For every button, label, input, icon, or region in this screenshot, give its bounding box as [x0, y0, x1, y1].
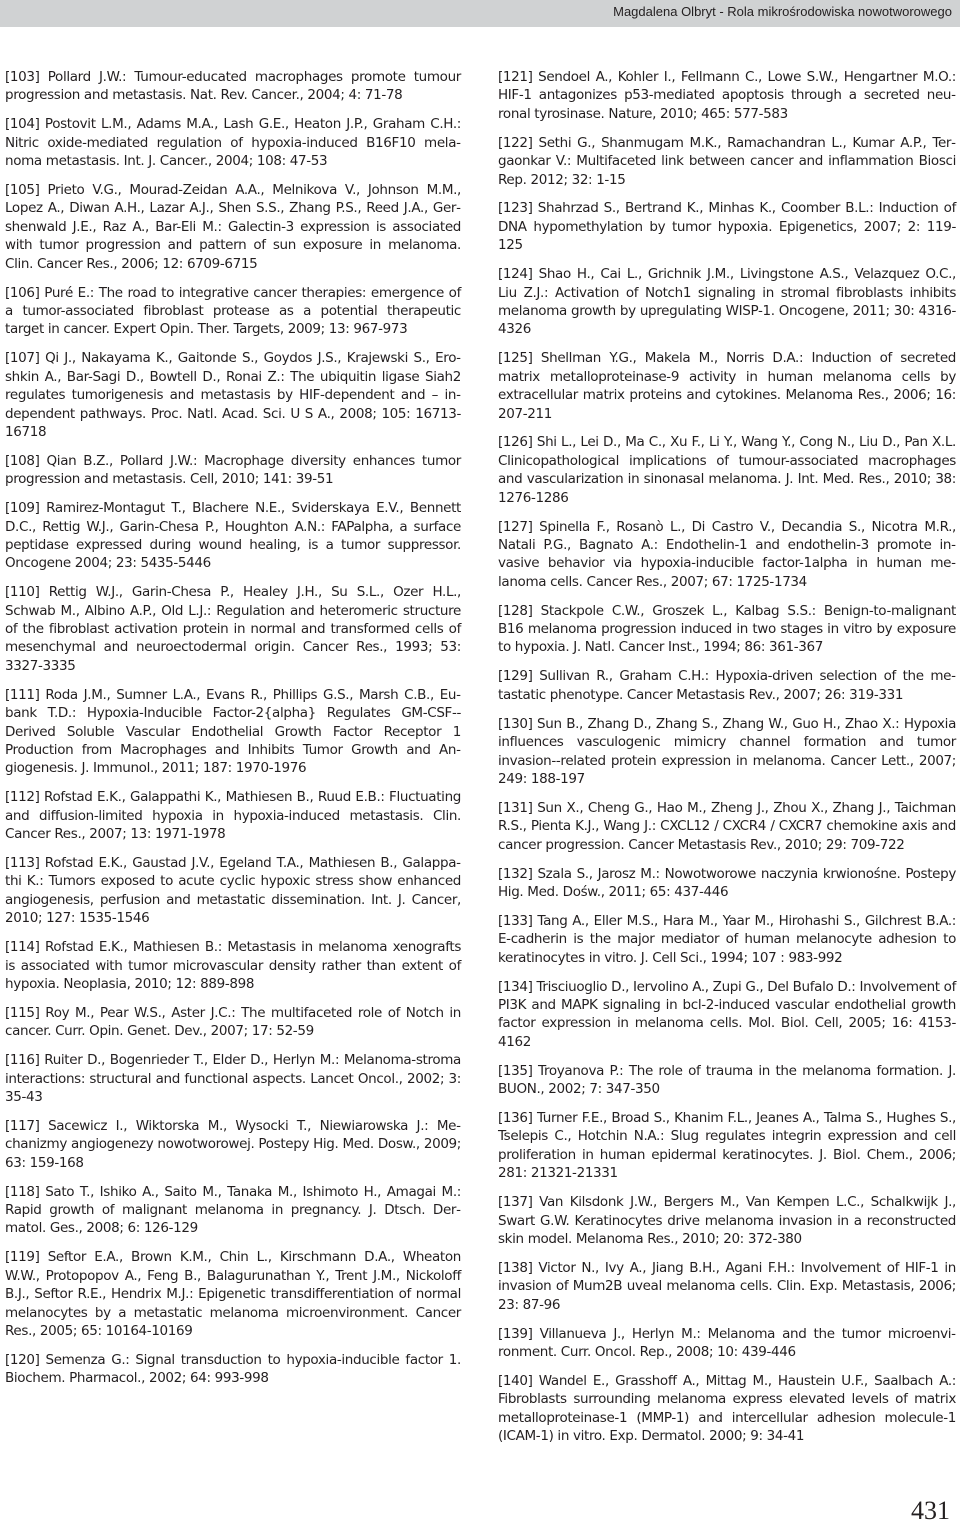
reference-135: [135] Troyanova P.: The role of trauma in the melanoma formation. J. BUON., 2002; 7: 347-350	[498, 1062, 956, 1098]
reference-125: [125] Shellman Y.G., Makela M., Norris D.A.: Induction of secreted matrix metalloproteinase-9 activity in human melanoma cells by extracellular matrix proteins and cytokines. Melanoma Res., 2006; 16: 207-211	[498, 350, 956, 422]
reference-134: [134] Trisciuoglio D., Iervolino A., Zupi G., Del Bufalo D.: Involvement of PI3K and MAPK signaling in bcl-2-induced vascular endothelial growth factor expression in melanoma cells. Mol. Biol. Cell, 2005; 16: 4153-4162	[498, 978, 956, 1050]
reference-140: [140] Wandel E., Grasshoff A., Mittag M., Haustein U.F., Saalbach A.: Fibroblasts surrounding melanoma express elevated levels of matrix metalloproteinase-1 (MMP-1) and intercellular adhesion molecule-1 (ICAM-1) in vitro. Exp. Dermatol. 2000; 9: 34-41	[498, 1372, 956, 1445]
references-column-right	[498, 68, 956, 1446]
running-header-bar	[0, 0, 960, 27]
reference-107: [107] Qi J., Nakayama K., Gaitonde S., Goydos J.S., Krajewski S., Eroshkin A., Bar-Sagi D., Bowtell D., Ronai Z.: The ubiquitin ligase Siah2 regulates tumorigenesis and metastasis by HIF-dependent and – independent pathways. Proc. Natl. Acad. Sci. U S A., 2008; 105: 16713-16718	[5, 350, 461, 440]
reference-114: [114] Rofstad E.K., Mathiesen B.: Metastasis in melanoma xenografts is associated with tumor microvascular density rather than extent of hypoxia. Neoplasia, 2010; 12: 889-898	[5, 939, 461, 992]
reference-132: [132] Szala S., Jarosz M.: Nowotworowe naczynia krwionośne. Postepy Hig. Med. Dośw., 2011; 65: 437-446	[498, 865, 956, 900]
running-header-title: Magdalena Olbryt - Rola mikrośrodowiska nowotworowego	[613, 4, 952, 19]
reference-139: [139] Villanueva J., Herlyn M.: Melanoma and the tumor microenvironment. Curr. Oncol. Rep., 2008; 10: 439-446	[498, 1325, 956, 1360]
reference-112: [112] Rofstad E.K., Galappathi K., Mathiesen B., Ruud E.B.: Fluctuating and diffusion-limited hypoxia in hypoxia-induced metastasis. Clin. Cancer Res., 2007; 13: 1971-1978	[5, 789, 461, 843]
reference-103: [103] Pollard J.W.: Tumour-educated macrophages promote tumour progression and metastasis. Nat. Rev. Cancer., 2004; 4: 71-78	[5, 69, 461, 104]
reference-130: [130] Sun B., Zhang D., Zhang S., Zhang W., Guo H., Zhao X.: Hypoxia influences vasculogenic mimicry channel formation and tumor invasion--related protein expression in melanoma. Cancer Lett., 2007; 249: 188-197	[498, 715, 956, 787]
reference-128: [128] Stackpole C.W., Groszek L., Kalbag S.S.: Benign-to-malignant B16 melanoma progression induced in two stages in vitro by exposure to hypoxia. J. Natl. Cancer Inst., 1994; 86: 361-367	[498, 602, 956, 656]
reference-115: [115] Roy M., Pear W.S., Aster J.C.: The multifaceted role of Notch in cancer. Curr. Opin. Genet. Dev., 2007; 17: 52-59	[5, 1004, 461, 1040]
reference-120: [120] Semenza G.: Signal transduction to hypoxia-inducible factor 1. Biochem. Pharmacol., 2002; 64: 993-998	[5, 1351, 461, 1387]
reference-117: [117] Sacewicz I., Wiktorska M., Wysocki T., Niewiarowska J.: Mechanizmy angiogenezy nowotworowej. Postepy Hig. Med. Dosw., 2009; 63: 159-168	[5, 1117, 461, 1171]
reference-106: [106] Puré E.: The road to integrative cancer therapies: emergence of a tumor-associated fibroblast protease as a potential therapeutic target in cancer. Expert Opin. Ther. Targets, 2009; 13: 967-973	[5, 284, 461, 338]
reference-138: [138] Victor N., Ivy A., Jiang B.H., Agani F.H.: Involvement of HIF-1 in invasion of Mum2B uveal melanoma cells. Clin. Exp. Metastasis, 2006; 23: 87-96	[498, 1259, 956, 1313]
reference-116: [116] Ruiter D., Bogenrieder T., Elder D., Herlyn M.: Melanoma-stroma interactions: structural and functional aspects. Lancet Oncol., 2002; 3: 35-43	[5, 1052, 461, 1105]
reference-137: [137] Van Kilsdonk J.W., Bergers M., Van Kempen L.C., Schalkwijk J., Swart G.W. Keratinocytes drive melanoma invasion in a reconstructed skin model. Melanoma Res., 2010; 20: 372-380	[498, 1194, 956, 1247]
reference-136: [136] Turner F.E., Broad S., Khanim F.L., Jeanes A., Talma S., Hughes S., Tselepis C., Hotchin N.A.: Slug regulates integrin expression and cell proliferation in human epidermal keratinocytes. J. Biol. Chem., 2006; 281: 21321-21331	[498, 1110, 956, 1182]
references-column-left	[5, 68, 461, 1388]
reference-129: [129] Sullivan R., Graham C.H.: Hypoxia-driven selection of the metastatic phenotype. Cancer Metastasis Rev., 2007; 26: 319-331	[498, 668, 956, 703]
reference-109: [109] Ramirez-Montagut T., Blachere N.E., Sviderskaya E.V., Bennett D.C., Rettig W.J., Garin-Chesa P., Houghton A.N.: FAPalpha, a surface peptidase expressed during wound healing, is a tumor suppressor. Oncogene 2004; 23: 5435-5446	[5, 500, 461, 572]
reference-111: [111] Roda J.M., Sumner L.A., Evans R., Phillips G.S., Marsh C.B., Eubank T.D.: Hypoxia-Inducible Factor-2{alpha} Regulates GM-CSF--Derived Soluble Vascular Endothelial Growth Factor Receptor 1 Production from Macrophages and Inhibits Tumor Growth and Angiogenesis. J. Immunol., 2011; 187: 1970-1976	[5, 686, 461, 777]
reference-123: [123] Shahrzad S., Bertrand K., Minhas K., Coomber B.L.: Induction of DNA hypomethylation by tumor hypoxia. Epigenetics, 2007; 2: 119-125	[498, 200, 956, 254]
reference-124: [124] Shao H., Cai L., Grichnik J.M., Livingstone A.S., Velazquez O.C., Liu Z.J.: Activation of Notch1 signaling in stromal fibroblasts inhibits melanoma growth by upregulating WISP-1. Oncogene, 2011; 30: 4316-4326	[498, 266, 956, 338]
reference-131: [131] Sun X., Cheng G., Hao M., Zheng J., Zhou X., Zhang J., Taichman R.S., Pienta K.J., Wang J.: CXCL12 / CXCR4 / CXCR7 chemokine axis and cancer progression. Cancer Metastasis Rev., 2010; 29: 709-722	[498, 799, 956, 853]
reference-133: [133] Tang A., Eller M.S., Hara M., Yaar M., Hirohashi S., Gilchrest B.A.: E-cadherin is the major mediator of human melanocyte adhesion to keratinocytes in vitro. J. Cell Sci., 1994; 107 : 983-992	[498, 912, 956, 966]
reference-119: [119] Seftor E.A., Brown K.M., Chin L., Kirschmann D.A., Wheaton W.W., Protopopov A., Feng B., Balagurunathan Y., Trent J.M., Nickoloff B.J., Seftor R.E., Hendrix M.J.: Epigenetic transdifferentiation of normal melanocytes by a metastatic melanoma microenvironment. Cancer Res., 2005; 65: 10164-10169	[5, 1249, 461, 1339]
reference-126: [126] Shi L., Lei D., Ma C., Xu F., Li Y., Wang Y., Cong N., Liu D., Pan X.L. Clinicopathological implications of tumour-associated macrophages and vascularization in sinonasal melanoma. J. Int. Med. Res., 2010; 38: 1276-1286	[498, 434, 956, 506]
reference-105: [105] Prieto V.G., Mourad-Zeidan A.A., Melnikova V., Johnson M.M., Lopez A., Diwan A.H., Lazar A.J., Shen S.S., Zhang P.S., Reed J.A., Gershenwald J.E., Raz A., Bar-Eli M.: Galectin-3 expression is associated with tumor progression and pattern of sun exposure in melanoma. Clin. Cancer Res., 2006; 12: 6709-6715	[5, 182, 461, 272]
reference-122: [122] Sethi G., Shanmugam M.K., Ramachandran L., Kumar A.P., Tergaonkar V.: Multifaceted link between cancer and inflammation Biosci Rep. 2012; 32: 1-15	[498, 134, 956, 188]
reference-113: [113] Rofstad E.K., Gaustad J.V., Egeland T.A., Mathiesen B., Galappathi K.: Tumors exposed to acute cyclic hypoxic stress show enhanced angiogenesis, perfusion and metastatic dissemination. Int. J. Cancer, 2010; 127: 1535-1546	[5, 855, 461, 927]
reference-118: [118] Sato T., Ishiko A., Saito M., Tanaka M., Ishimoto H., Amagai M.: Rapid growth of malignant melanoma in pregnancy. J. Dtsch. Dermatol. Ges., 2008; 6: 126-129	[5, 1183, 461, 1237]
page-number: 431	[911, 1496, 950, 1525]
reference-108: [108] Qian B.Z., Pollard J.W.: Macrophage diversity enhances tumor progression and metastasis. Cell, 2010; 141: 39-51	[5, 452, 461, 488]
reference-110: [110] Rettig W.J., Garin-Chesa P., Healey J.H., Su S.L., Ozer H.L., Schwab M., Albino A.P., Old L.J.: Regulation and heteromeric structure of the fibroblast activation protein in normal and transformed cells of mesenchymal and neuroectodermal origin. Cancer Res., 1993; 53: 3327-3335	[5, 584, 461, 674]
reference-104: [104] Postovit L.M., Adams M.A., Lash G.E., Heaton J.P., Graham C.H.: Nitric oxide-mediated regulation of hypoxia-induced B16F10 melanoma metastasis. Int. J. Cancer., 2004; 108: 47-53	[5, 116, 461, 170]
reference-127: [127] Spinella F., Rosanò L., Di Castro V., Decandia S., Nicotra M.R., Natali P.G., Bagnato A.: Endothelin-1 and endothelin-3 promote invasive behavior via hypoxia-inducible factor-1alpha in human melanoma cells. Cancer Res., 2007; 67: 1725-1734	[498, 518, 956, 590]
reference-121: [121] Sendoel A., Kohler I., Fellmann C., Lowe S.W., Hengartner M.O.: HIF-1 antagonizes p53-mediated apoptosis through a secreted neuronal tyrosinase. Nature, 2010; 465: 577-583	[498, 69, 956, 122]
